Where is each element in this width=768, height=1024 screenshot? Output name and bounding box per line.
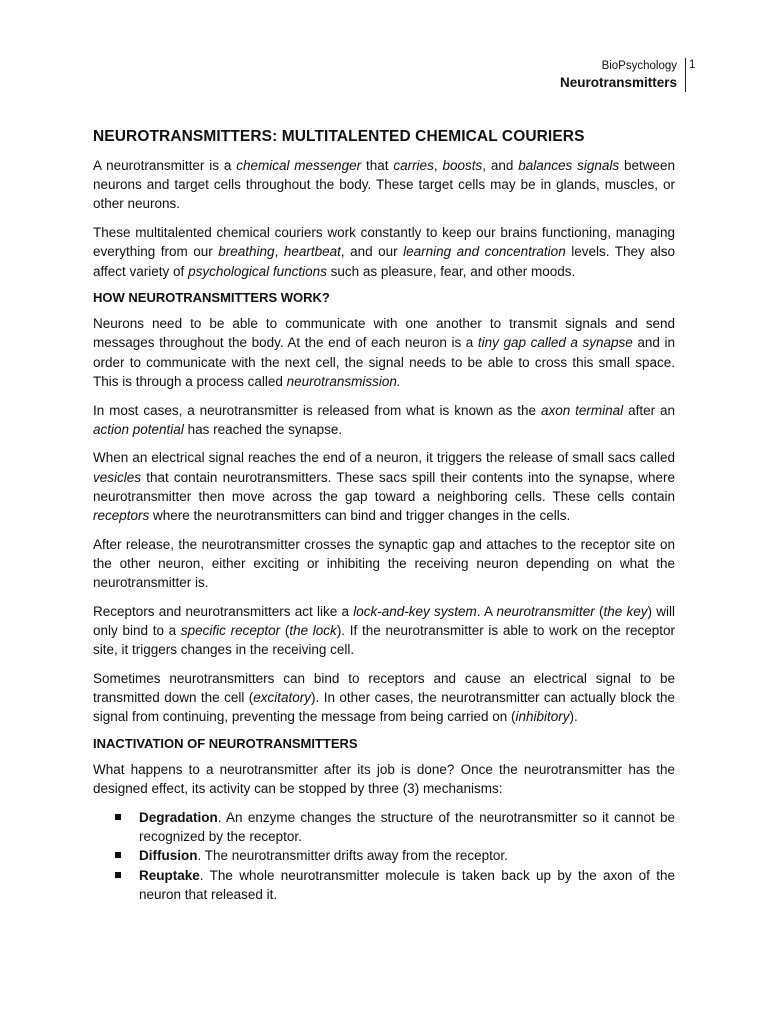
list-item	[139, 808, 675, 846]
italic-run: excitatory	[253, 690, 312, 706]
text-run: ). In other cases, the neurotransmitter can actually block the signal from continuing, preventing the message from being carried on (	[93, 690, 675, 725]
list-item-text: . The neurotransmitter drifts away from the receptor.	[197, 848, 508, 864]
italic-run: heartbeat	[283, 244, 341, 260]
text-run: such as pleasure, fear, and other moods.	[326, 263, 576, 279]
list-item-text: . The whole neurotransmitter molecule is taken back up by the axon of the neuron that released it.	[139, 867, 675, 902]
text-run: (	[280, 623, 290, 639]
italic-run: vesicles	[93, 469, 142, 485]
text-run: After release, the neurotransmitter crosses the synaptic gap and attaches to the receptor site on the other neuron, either exciting or inhibiting the receiving neuron depending on what the neurotransmitter is.	[93, 536, 675, 591]
italic-run: axon terminal	[540, 402, 624, 418]
text-run: between neurons and target cells throughout the body. These target cells may be in glands, muscles, or other neurons.	[93, 158, 675, 212]
bullet-icon	[115, 872, 121, 878]
list-item-text: . An enzyme changes the structure of the neurotransmitter so it cannot be recognized by the receptor.	[139, 809, 675, 845]
italic-run: the key	[603, 603, 648, 619]
intro-paragraph-2	[93, 223, 675, 281]
bullet-icon	[115, 852, 121, 858]
list-item-term: Degradation	[139, 809, 218, 825]
text-run: where the neurotransmitters can bind and trigger changes in the cells.	[149, 508, 571, 524]
paragraph	[93, 535, 675, 593]
text-run: (	[594, 603, 604, 619]
italic-run: receptors	[93, 508, 150, 524]
text-run: after an	[623, 402, 676, 418]
list-item-term: Diffusion	[139, 848, 198, 864]
text-run: has reached the synapse.	[183, 421, 343, 437]
header-topic: Neurotransmitters	[559, 75, 677, 90]
text-run: A neurotransmitter is a	[93, 158, 237, 173]
text-run: These multitalented chemical couriers work constantly to keep our brains functioning, managing everything from our	[93, 225, 675, 260]
text-run: ).	[569, 709, 578, 725]
paragraph	[93, 448, 675, 525]
list-item-term: Reuptake	[139, 867, 200, 883]
list-item	[139, 866, 675, 904]
italic-run: specific receptor	[180, 623, 281, 639]
italic-run: breathing	[218, 244, 275, 260]
list-item	[139, 846, 675, 865]
text-run: ,	[433, 158, 443, 173]
italic-run: action potential	[93, 421, 184, 437]
text-run: . A	[476, 603, 497, 619]
text-run: , and	[482, 158, 519, 173]
italic-run: carries	[393, 158, 434, 173]
text-run: ) will only bind to a	[93, 603, 676, 639]
document-title: NEUROTRANSMITTERS: MULTITALENTED CHEMICAL COURIERS	[93, 128, 585, 145]
italic-run: chemical messenger	[236, 158, 362, 173]
paragraph	[93, 669, 675, 727]
text-run: Neurons need to be able to communicate with one another to transmit signals and send messages throughout the body. At the end of each neuron is a	[93, 316, 675, 351]
page-number: 1	[689, 59, 696, 71]
text-run: ,	[274, 244, 284, 260]
text-run: Receptors and neurotransmitters act like a	[93, 603, 354, 619]
paragraph	[93, 401, 675, 439]
paragraph	[93, 314, 675, 391]
mechanism-list	[93, 808, 675, 904]
italic-run: neurotransmitter	[496, 603, 595, 619]
italic-run: balances signals	[518, 158, 620, 173]
italic-run: the lock	[289, 623, 337, 639]
text-run: that contain neurotransmitters. These sacs spill their contents into the synapse, where neurotransmitter then move across the gap toward a neighboring cells. These cells contain	[93, 469, 675, 504]
paragraph: What happens to a neurotransmitter after its job is done? Once the neurotransmitter has the designed effect, its activity can be stopped by three (3) mechanisms:	[93, 762, 675, 797]
text-run: levels. They also affect variety of	[93, 244, 675, 279]
italic-run: inhibitory	[515, 709, 570, 725]
paragraph	[93, 602, 675, 660]
text-run: , and our	[340, 244, 404, 260]
text-run: When an electrical signal reaches the end of a neuron, it triggers the release of small sacs called	[93, 450, 675, 466]
document-body	[93, 120, 675, 904]
text-run: and in order to communicate with the next cell, the signal needs to be able to cross this small space. This is through a process called	[93, 335, 675, 389]
header-course: BioPsychology	[601, 60, 677, 72]
text-run: that	[361, 158, 394, 173]
section-heading-inactivation: INACTIVATION OF NEUROTRANSMITTERS	[93, 736, 358, 752]
italic-run: tiny gap called a synapse	[477, 335, 633, 351]
text-run: In most cases, a neurotransmitter is released from what is known as the	[93, 402, 541, 418]
italic-run: lock-and-key system	[353, 603, 477, 619]
italic-run: neurotransmission.	[286, 373, 401, 389]
bullet-icon	[115, 814, 121, 820]
page-header	[560, 58, 686, 92]
italic-run: learning and concentration	[403, 244, 566, 260]
italic-run: psychological functions	[188, 263, 327, 279]
italic-run: boosts	[442, 158, 483, 173]
intro-paragraph	[93, 156, 675, 214]
text-run: ). If the neurotransmitter is able to work on the receptor site, it triggers changes in the receiving cell.	[93, 623, 675, 658]
text-run: Sometimes neurotransmitters can bind to receptors and cause an electrical signal to be transmitted down the cell (	[93, 670, 675, 706]
section-heading-how: HOW NEUROTRANSMITTERS WORK?	[93, 290, 330, 306]
